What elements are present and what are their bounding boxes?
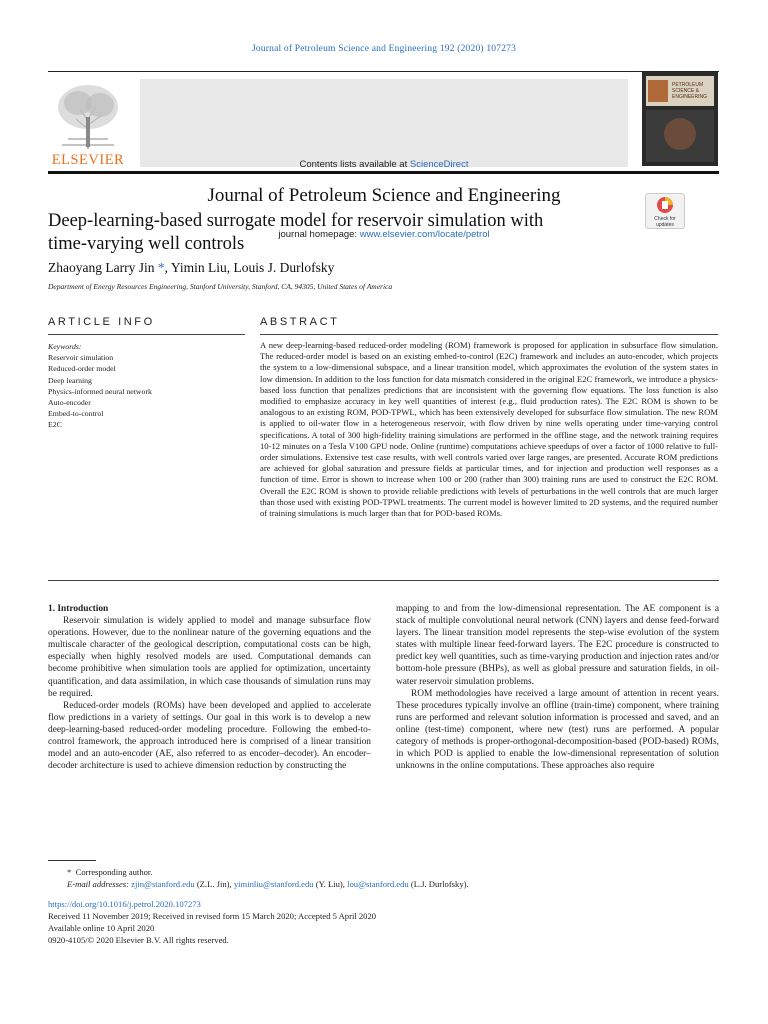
body-paragraph: mapping to and from the low-dimensional representation. The AE component is a stack of multiple convolutional neural network (CNN) layers and dense feed-forward layers. The linear transition model represents the step-wise evolution of the system states with multiple linear feed-forward layers. The E2C procedure is constructed to predict key well quantities, such as time-varying production and injection rates and/or bottom-hole pressure (BHPs), as well as global pressure and saturation fields, in oil-water reservoir simulation problems. (396, 604, 719, 687)
abstract-text: A new deep-learning-based reduced-order modeling (ROM) framework is proposed for application in subsurface flow simulation. The reduced-order model is based on an existing embed-to-control (E2C) framework and includes an auto-encoder, which projects the system to a low-dimensional subspace, and a linear transition model, which approximates the evolution of the system states in low dimension. In addition to the loss function for data mismatch considered in the original E2C framework, we introduce a physics-based loss function that penalizes predictions that are inconsistent with the governing flow equations. The loss function is also modified to emphasize accuracy in key well quantities of interest (e.g., fluid production rates). The E2C ROM is shown to be analogous to an existing ROM, POD-TPWL, which has been extensively developed for subsurface flow simulation. The new ROM is applied to oil-water flow in a heterogeneous reservoir, with flow driven by nine wells operating under time-varying control specifications. A total of 300 high-fidelity training simulations are performed in the offline stage, and the network training requires 10-12 minutes on a Tesla V100 GPU node. Online (runtime) computations achieve speedups of over a factor of 1000 relative to full-order simulations. Extensive test case results, with well controls varied over large ranges, are presented. Accurate ROM predictions are achieved for global saturation and pressure fields at particular times, and for injection and production well responses as a function of time. Error is shown to increase when 100 or 200 (rather than 300) training runs are used to construct the E2C ROM. Overall the E2C ROM is shown to provide reliable predictions with levels of perturbations in the well controls that are much larger than those used with existing POD-TPWL treatments. The current model is however limited to 2D systems, and the required number of training simulations is much larger than that for POD-based ROMs. (260, 340, 718, 519)
introduction-heading: 1. Introduction (48, 604, 109, 614)
footnote-rule (48, 860, 96, 861)
keyword-item: E2C (48, 420, 62, 430)
body-column-left (48, 603, 371, 772)
footnote-block (48, 866, 719, 890)
email-footnote (48, 878, 719, 890)
publication-info (48, 898, 376, 946)
abstract-rule (260, 334, 718, 335)
keyword-item: Physics-informed neural network (48, 386, 152, 396)
body-paragraph: Reservoir simulation is widely applied to model and manage subsurface flow operations. However, due to the nonlinear nature of the governing equations and the multiscale character of the geological description, computational costs can be high, especially when highly resolved models are used. Computational demands can become prohibitive when simulation tools are applied for optimization, uncertainty quantification, and data assimilation, in which case thousands of simulation runs may be required. (48, 616, 371, 699)
body-column-right (396, 603, 719, 772)
article-title-line2: time-varying well controls (48, 234, 245, 254)
email-link-durlofsky[interactable]: lou@stanford.edu (347, 879, 409, 889)
corresponding-footnote (48, 866, 719, 878)
copyright-line: 0920-4105/© 2020 Elsevier B.V. All rights reserved. (48, 935, 229, 945)
keyword-item: Deep learning (48, 375, 92, 385)
email-owner-durlofsky: (L.J. Durlofsky). (408, 879, 469, 889)
author-rest: , Yimin Liu, Louis J. Durlofsky (164, 260, 335, 275)
article-title-line1: Deep-learning-based surrogate model for reservoir simulation with (48, 211, 544, 231)
body-paragraph: Reduced-order models (ROMs) have been developed and applied to accelerate flow predictions in a variety of settings. Our goal in this work is to develop a new deep-learning-based reduced-order modeling procedure. Following the embed-to-control framework, the approach introduced here is comprised of a linear transition model and an auto-encoder (AE, also referred to as encoder–decoder). An encoder–decoder architecture is used to achieve dimension reduction by constructing the (48, 700, 371, 772)
email-label: E-mail addresses: (67, 879, 132, 889)
keyword-item: Auto-encoder (48, 398, 91, 408)
body-paragraph: ROM methodologies have received a large amount of attention in recent years. These procedures typically involve an offline (train-time) component, where training runs are performed and relevant solution information is processed and saved, and an online (test-time) component, where new (test) runs are performed. A popular category of methods is proper-orthogonal-decomposition-based (POD-based) ROMs, in which POD is applied to enable the low-dimensional representation of solution unknowns in the online computations. These approaches also require (396, 688, 719, 772)
check-for-updates-badge[interactable] (645, 193, 685, 229)
keyword-item: Embed-to-control (48, 409, 104, 419)
received-dates: Received 11 November 2019; Received in revised form 15 March 2020; Accepted 5 April 2020 (48, 911, 377, 921)
abstract-bottom-rule (48, 580, 719, 581)
contents-prefix: Contents lists available at (299, 159, 410, 170)
cover-title-text: PETROLEUM (672, 82, 704, 88)
svg-text:updates: updates (656, 222, 674, 228)
article-info-rule (48, 334, 245, 335)
homepage-link[interactable]: www.elsevier.com/locate/petrol (359, 229, 490, 240)
journal-title: Journal of Petroleum Science and Engineering (207, 185, 561, 206)
keywords-block (48, 341, 245, 431)
affiliation: Department of Energy Resources Engineering, Stanford University, Stanford, CA, 94305, United States of America (48, 282, 393, 291)
author-list (48, 260, 334, 276)
email-link-jin[interactable]: zjin@stanford.edu (131, 879, 195, 889)
doi-link[interactable]: https://doi.org/10.1016/j.petrol.2020.107273 (48, 899, 201, 909)
corresponding-author-mark[interactable]: * (154, 260, 165, 275)
header-rule-bottom (48, 171, 719, 174)
contents-line (140, 159, 628, 170)
corresponding-text: Corresponding author. (75, 867, 153, 877)
email-owner-liu: (Y. Liu), (313, 879, 348, 889)
homepage-prefix: journal homepage: (278, 229, 360, 240)
keywords-label: Keywords: (48, 342, 82, 351)
journal-cover-image (642, 72, 718, 166)
header-rule-top (48, 71, 719, 72)
email-link-liu[interactable]: yiminliu@stanford.edu (233, 879, 314, 889)
journal-citation[interactable]: Journal of Petroleum Science and Engineering 192 (2020) 107273 (251, 44, 517, 54)
article-info-heading: ARTICLE INFO (48, 316, 155, 328)
available-online: Available online 10 April 2020 (48, 923, 155, 933)
check-updates-label: Check for (654, 216, 676, 222)
asterisk-mark: * (67, 867, 76, 877)
email-owner-jin: (Z.L. Jin), (194, 879, 234, 889)
article-title (48, 210, 608, 256)
author-jin: Zhaoyang Larry Jin (48, 260, 155, 275)
svg-text:SCIENCE &: SCIENCE & (672, 88, 699, 94)
sciencedirect-link[interactable]: ScienceDirect (409, 159, 469, 170)
keyword-item: Reservoir simulation (48, 353, 114, 363)
svg-text:ENGINEERING: ENGINEERING (672, 94, 708, 100)
keyword-item: Reduced-order model (48, 364, 116, 374)
elsevier-wordmark: ELSEVIER (51, 152, 125, 168)
abstract-heading: ABSTRACT (260, 316, 340, 328)
